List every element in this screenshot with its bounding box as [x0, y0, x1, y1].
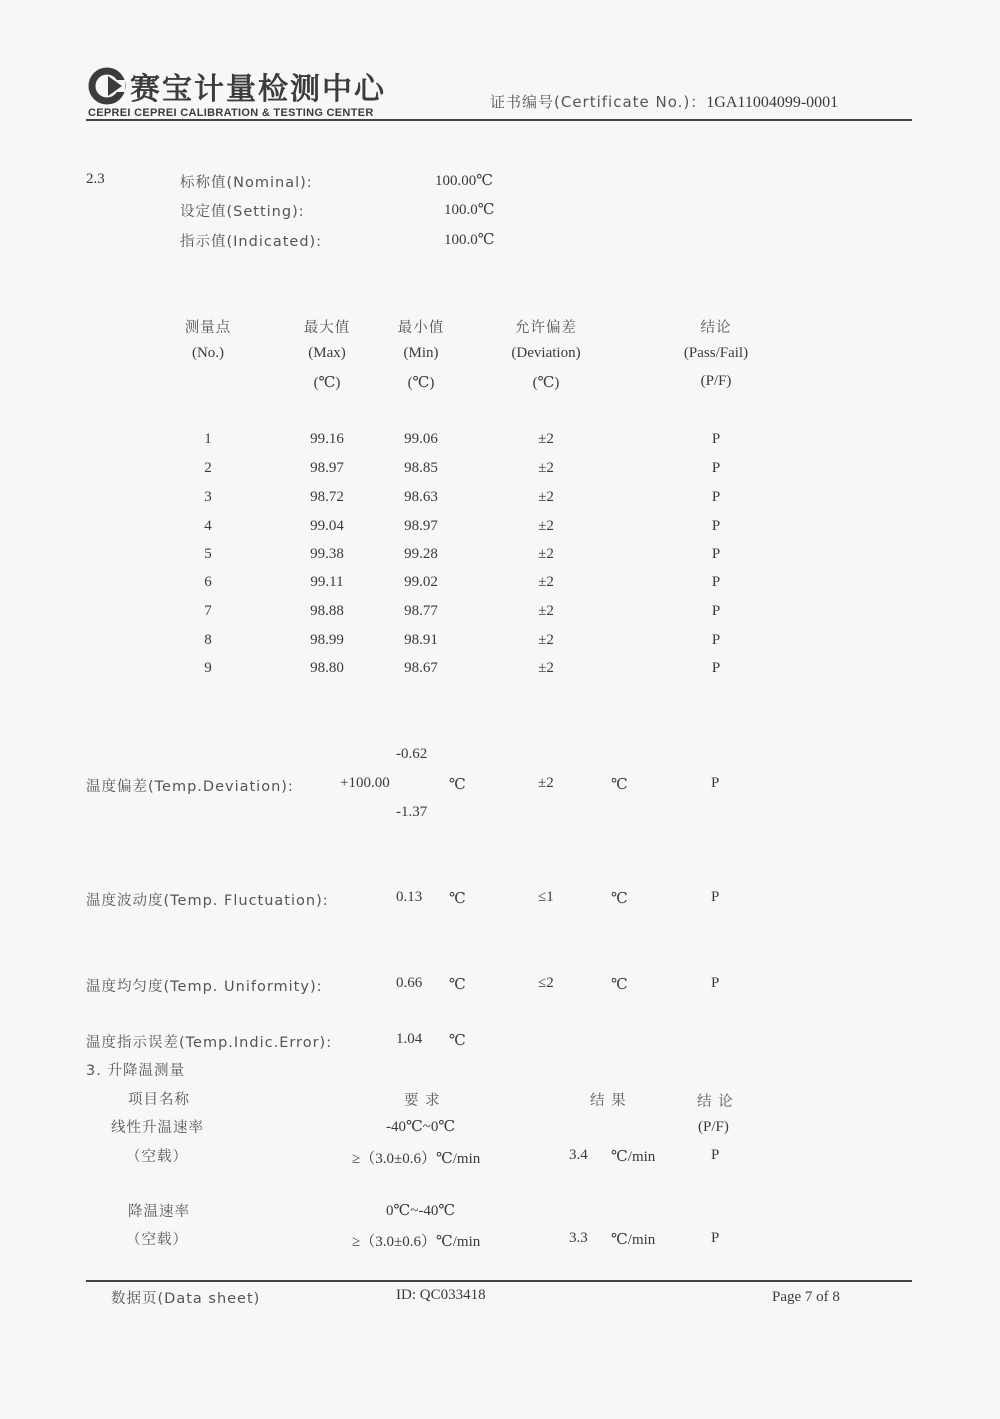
fluctuation-label: 温度波动度(Temp. Fluctuation):: [86, 893, 329, 909]
indic-error-value: 1.04: [396, 1031, 423, 1047]
deviation-allow: ±2: [538, 775, 554, 791]
table-cell: ±2: [538, 431, 554, 447]
table-cell: ±2: [538, 603, 554, 619]
table-cell: 99.02: [404, 574, 438, 590]
table-cell: 6: [204, 574, 212, 590]
table-header-unit: (℃): [407, 375, 435, 391]
table-cell: ±2: [538, 574, 554, 590]
table-header-cn: 允许偏差: [515, 320, 577, 336]
logo-main-text: 赛宝计量检测中心: [130, 72, 386, 107]
fluctuation-allow: ≤1: [538, 889, 554, 905]
table-cell: 98.72: [310, 489, 344, 505]
indicated-label: 指示值(Indicated):: [180, 234, 323, 250]
deviation-result: P: [711, 775, 720, 791]
fluctuation-value: 0.13: [396, 889, 423, 905]
table-cell: 7: [204, 603, 212, 619]
rise-range: -40℃~0℃: [386, 1119, 456, 1135]
uniformity-allow-unit: ℃: [611, 977, 628, 993]
table-cell: P: [711, 518, 721, 534]
table-cell: 2: [204, 460, 212, 476]
table-cell: 99.06: [404, 431, 438, 447]
table-cell: 98.97: [404, 518, 438, 534]
table-cell: 98.63: [404, 489, 438, 505]
fluctuation-allow-unit: ℃: [611, 891, 628, 907]
table-header-cn: 测量点: [184, 320, 232, 336]
table-cell: 5: [204, 546, 212, 562]
table-cell: ±2: [538, 460, 554, 476]
table-cell: P: [711, 660, 721, 676]
table-cell: P: [711, 546, 721, 562]
table-header-unit: (℃): [532, 375, 560, 391]
uniformity-label: 温度均匀度(Temp. Uniformity):: [86, 979, 323, 995]
table-cell: 3: [204, 489, 212, 505]
setting-value: 100.0℃: [444, 202, 495, 218]
uniformity-result: P: [711, 975, 720, 991]
fall-result-unit: ℃/min: [611, 1232, 656, 1248]
table-cell: ±2: [538, 546, 554, 562]
table-cell: ±2: [538, 489, 554, 505]
nominal-value: 100.00℃: [435, 173, 494, 189]
s3-header-concl-sub: (P/F): [698, 1119, 729, 1135]
deviation-label: 温度偏差(Temp.Deviation):: [86, 779, 294, 795]
cert-value: 1GA11004099-0001: [706, 94, 839, 111]
table-cell: 99.38: [310, 546, 344, 562]
table-cell: 99.04: [310, 518, 344, 534]
table-cell: 98.88: [310, 603, 344, 619]
fall-range: 0℃~-40℃: [386, 1203, 456, 1219]
table-cell: 8: [204, 632, 212, 648]
table-header-unit: (℃): [313, 375, 341, 391]
s3-header-item: 项目名称: [128, 1092, 190, 1108]
section-number: 2.3: [86, 171, 105, 187]
table-cell: ±2: [538, 518, 554, 534]
certificate-number: [490, 91, 838, 112]
rise-req: ≥（3.0±0.6）℃/min: [352, 1151, 481, 1167]
table-header-en: (Pass/Fail): [683, 345, 749, 361]
table-cell: 1: [204, 431, 212, 447]
s3-header-concl: 结 论: [697, 1094, 734, 1110]
table-header-en: (Max): [308, 345, 346, 361]
table-cell: 99.28: [404, 546, 438, 562]
uniformity-unit: ℃: [449, 977, 466, 993]
table-cell: 98.91: [404, 632, 438, 648]
table-cell: P: [711, 431, 721, 447]
table-cell: P: [711, 603, 721, 619]
logo-sub-text: CEPREI CEPREI CALIBRATION & TESTING CENTER: [88, 107, 374, 119]
table-cell: P: [711, 460, 721, 476]
ceprei-logo-icon: [88, 66, 126, 106]
table-cell: P: [711, 489, 721, 505]
table-cell: 98.77: [404, 603, 438, 619]
table-cell: P: [711, 632, 721, 648]
footer-id: ID: QC033418: [396, 1287, 486, 1303]
header-rule: [86, 119, 912, 121]
table-cell: 98.99: [310, 632, 344, 648]
fall-concl: P: [711, 1230, 720, 1246]
table-cell: ±2: [538, 632, 554, 648]
table-header-cn: 最大值: [303, 320, 351, 336]
rise-cond: （空载）: [126, 1149, 188, 1165]
fall-name: 降温速率: [128, 1204, 190, 1220]
table-cell: 98.97: [310, 460, 344, 476]
table-cell: P: [711, 574, 721, 590]
rise-result: 3.4: [569, 1147, 588, 1163]
table-cell: ±2: [538, 660, 554, 676]
deviation-allow-unit: ℃: [611, 777, 628, 793]
table-header-unit: (P/F): [700, 373, 732, 389]
uniformity-allow: ≤2: [538, 975, 554, 991]
footer-data-sheet: 数据页(Data sheet): [111, 1291, 261, 1307]
table-cell: 9: [204, 660, 212, 676]
rise-concl: P: [711, 1147, 720, 1163]
table-header-en: (Deviation): [511, 345, 581, 361]
table-header-cn: 结论: [700, 320, 732, 336]
fluctuation-unit: ℃: [449, 891, 466, 907]
deviation-unit: ℃: [449, 777, 466, 793]
fall-result: 3.3: [569, 1230, 588, 1246]
deviation-lower: -1.37: [396, 804, 428, 820]
rise-result-unit: ℃/min: [611, 1149, 656, 1165]
fluctuation-result: P: [711, 889, 720, 905]
table-header-en: (No.): [191, 345, 225, 361]
table-cell: 98.67: [404, 660, 438, 676]
table-cell: 99.16: [310, 431, 344, 447]
s3-header-req: 要 求: [404, 1093, 441, 1109]
rise-name: 线性升温速率: [111, 1120, 204, 1136]
indic-error-label: 温度指示误差(Temp.Indic.Error):: [86, 1035, 333, 1051]
uniformity-value: 0.66: [396, 975, 423, 991]
nominal-label: 标称值(Nominal):: [180, 175, 313, 191]
cert-label: 证书编号(Certificate No.)：: [490, 93, 707, 111]
setting-label: 设定值(Setting):: [180, 204, 305, 220]
table-cell: 99.11: [310, 574, 344, 590]
table-cell: 98.80: [310, 660, 344, 676]
footer-page: Page 7 of 8: [772, 1289, 840, 1305]
footer-rule: [86, 1280, 912, 1282]
deviation-upper: -0.62: [396, 746, 428, 762]
deviation-value: +100.00: [340, 775, 390, 791]
table-cell: 4: [204, 518, 212, 534]
fall-req: ≥（3.0±0.6）℃/min: [352, 1234, 481, 1250]
indic-error-unit: ℃: [449, 1033, 466, 1049]
table-header-en: (Min): [403, 345, 439, 361]
indicated-value: 100.0℃: [444, 232, 495, 248]
table-cell: 98.85: [404, 460, 438, 476]
fall-cond: （空载）: [126, 1232, 188, 1248]
s3-header-result: 结 果: [590, 1093, 627, 1109]
table-header-cn: 最小值: [397, 320, 445, 336]
section3-title: 3. 升降温测量: [86, 1063, 185, 1079]
